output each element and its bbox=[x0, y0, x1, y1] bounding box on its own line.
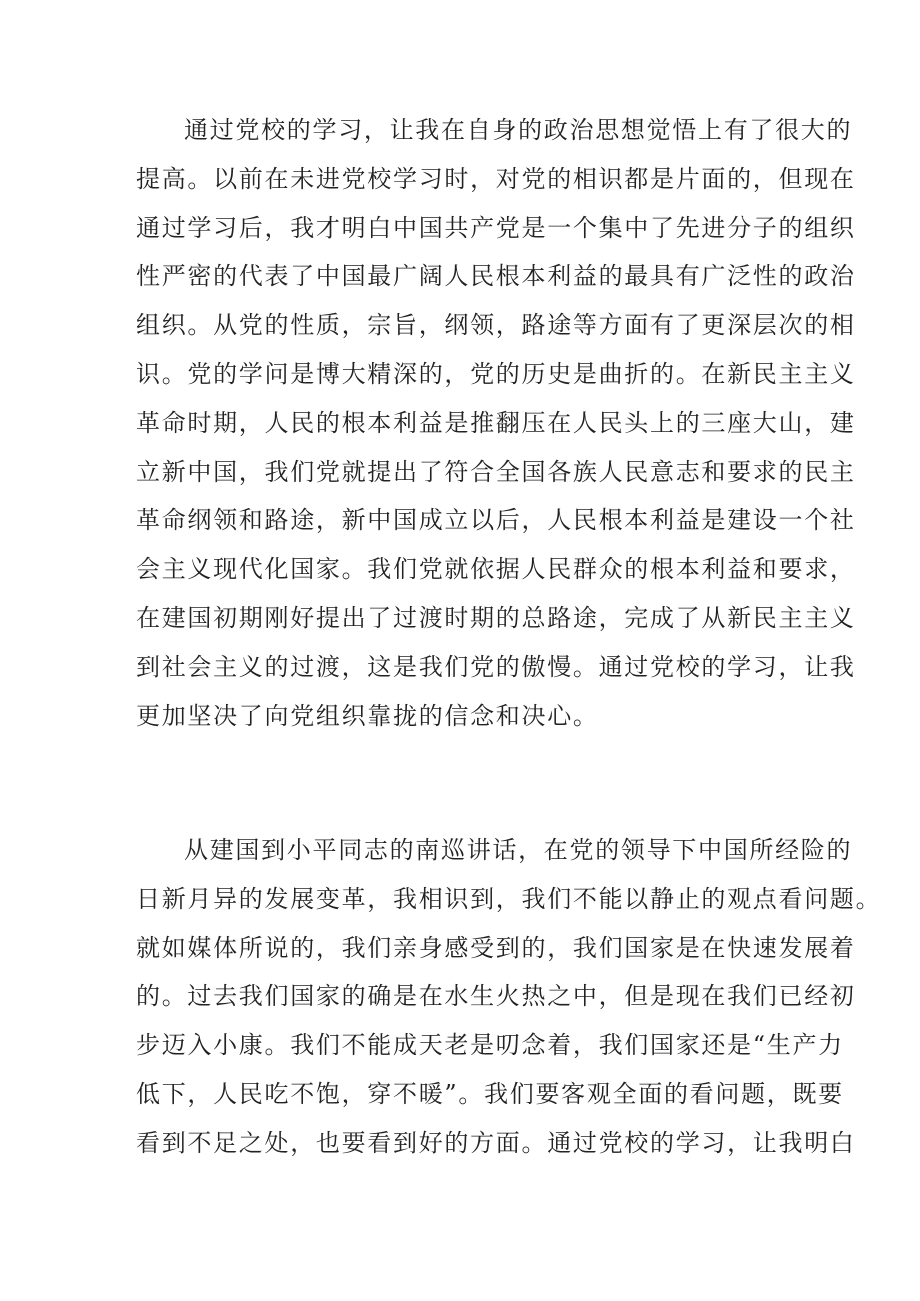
paragraph-line: 日新月异的发展变革，我相识到，我们不能以静止的观点看问题。 bbox=[136, 884, 882, 913]
paragraph-line: 更加坚决了向党组织靠拢的信念和决心。 bbox=[136, 701, 599, 730]
paragraph-2 bbox=[136, 826, 882, 1168]
paragraph-line: 识。党的学问是博大精深的，党的历史是曲折的。在新民主主义 bbox=[136, 359, 856, 388]
paragraph-line: 在建国初期刚好提出了过渡时期的总路途，完成了从新民主主义 bbox=[136, 603, 856, 632]
paragraph-line: 革命时期，人民的根本利益是推翻压在人民头上的三座大山，建 bbox=[136, 408, 856, 437]
paragraph-line: 立新中国，我们党就提出了符合全国各族人民意志和要求的民主 bbox=[136, 457, 856, 486]
paragraph-1 bbox=[136, 106, 856, 740]
paragraph-line: 从建国到小平同志的南巡讲话，在党的领导下中国所经险的 bbox=[184, 836, 853, 864]
paragraph-line: 看到不足之处，也要看到好的方面。通过党校的学习，让我明白 bbox=[136, 1128, 856, 1157]
paragraph-line: 革命纲领和路途，新中国成立以后，人民根本利益是建设一个社 bbox=[136, 506, 856, 535]
paragraph-line: 提高。以前在未进党校学习时，对党的相识都是片面的，但现在 bbox=[136, 164, 856, 193]
paragraph-line: 通过党校的学习，让我在自身的政治思想觉悟上有了很大的 bbox=[184, 116, 853, 144]
paragraph-line: 通过学习后，我才明白中国共产党是一个集中了先进分子的组织 bbox=[136, 213, 856, 242]
paragraph-line: 就如媒体所说的，我们亲身感受到的，我们国家是在快速发展着 bbox=[136, 933, 856, 962]
paragraph-line: 到社会主义的过渡，这是我们党的傲慢。通过党校的学习，让我 bbox=[136, 652, 856, 681]
paragraph-line: 会主义现代化国家。我们党就依据人民群众的根本利益和要求， bbox=[136, 555, 856, 584]
paragraph-line: 步迈入小康。我们不能成天老是叨念着，我们国家还是“生产力 bbox=[136, 1031, 844, 1060]
paragraph-line: 的。过去我们国家的确是在水生火热之中，但是现在我们已经初 bbox=[136, 982, 856, 1011]
paragraph-line: 低下，人民吃不饱，穿不暖”。我们要客观全面的看问题，既要 bbox=[136, 1079, 844, 1108]
paragraph-line: 性严密的代表了中国最广阔人民根本利益的最具有广泛性的政治 bbox=[136, 262, 856, 291]
paragraph-line: 组织。从党的性质，宗旨，纲领，路途等方面有了更深层次的相 bbox=[136, 311, 856, 340]
